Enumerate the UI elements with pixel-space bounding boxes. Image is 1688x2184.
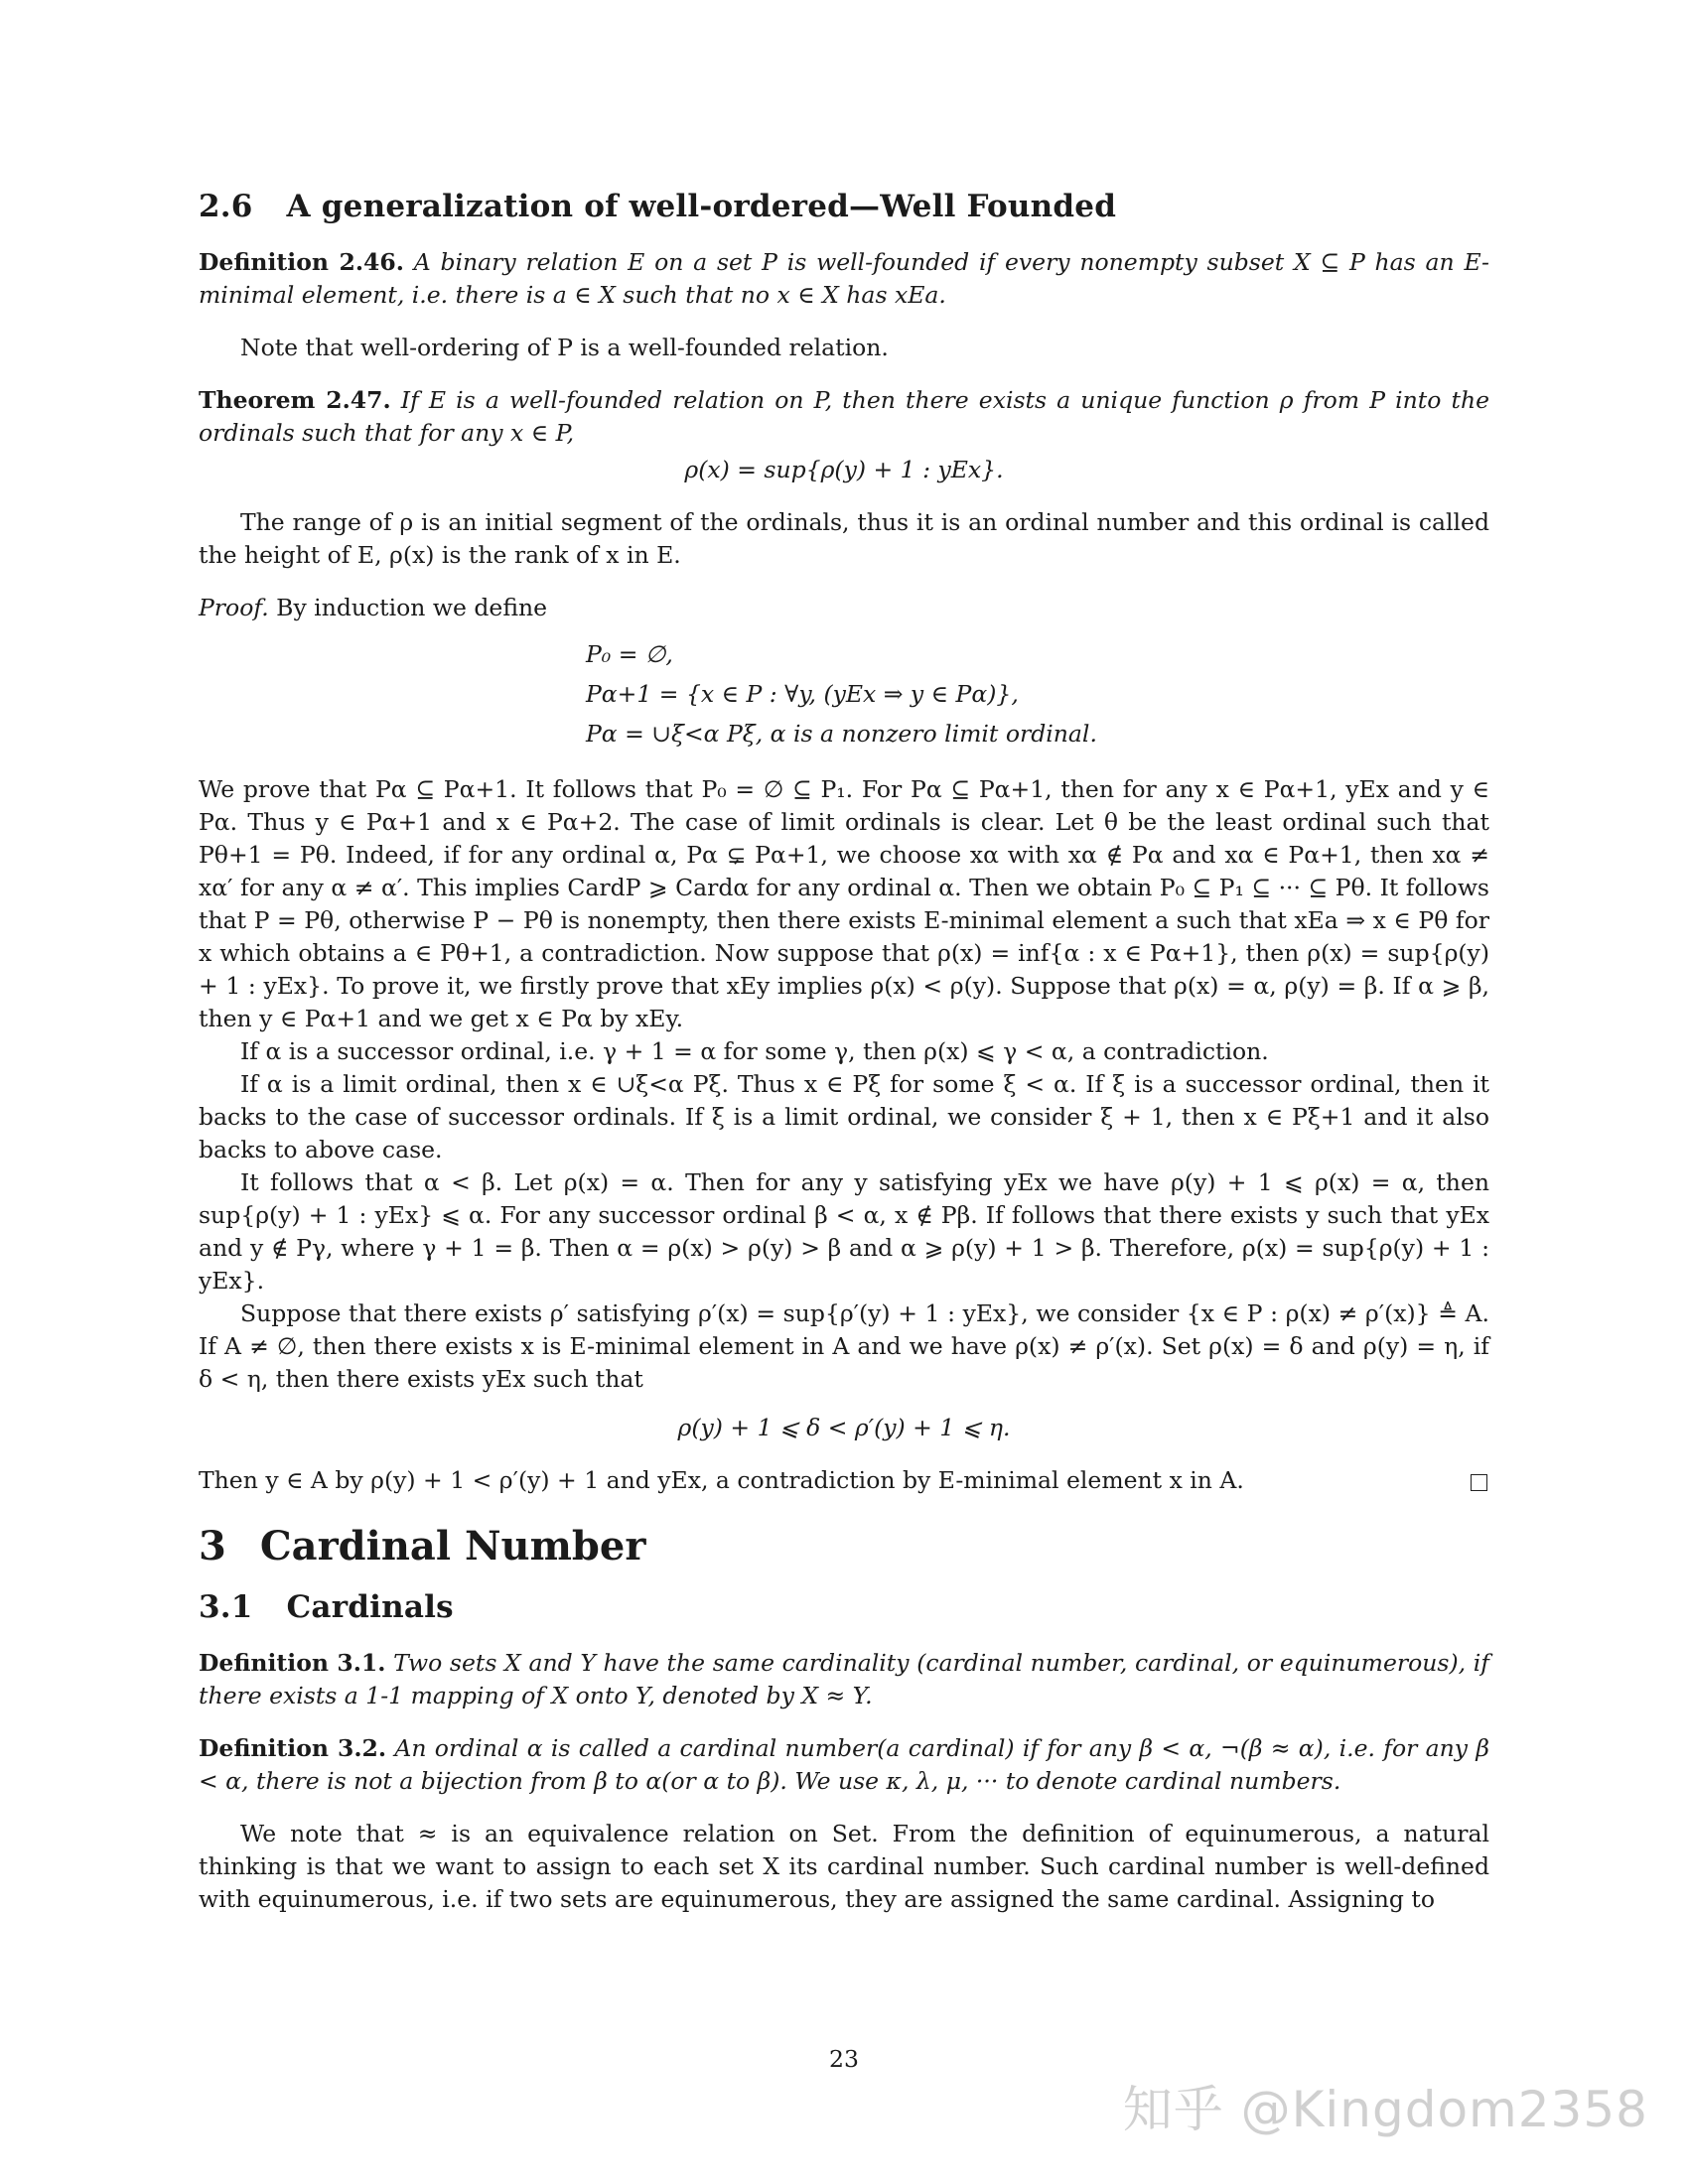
- section-title: A generalization of well-ordered—Well Founded: [286, 189, 1117, 224]
- section-number: 3: [199, 1523, 226, 1570]
- closing-paragraph: We note that ≈ is an equivalence relation on Set. From the definition of equinumerous, a natural thinking is that we want to assign to each set X its cardinal number. Such cardinal number is well-defined with equinumerous, i.e. if two sets are equinumerous, they are assigned the same cardinal. Assigning to: [199, 1820, 1489, 1913]
- qed-square-icon: [1471, 1474, 1487, 1491]
- watermark: 知乎 @Kingdom2358: [1122, 2081, 1648, 2138]
- page-number: 23: [829, 2045, 859, 2073]
- section-number: 3.1: [199, 1589, 253, 1625]
- induction-definitions: [586, 634, 1489, 753]
- proof-intro: [199, 592, 1489, 624]
- proof-paragraph-2: If α is a successor ordinal, i.e. γ + 1 = α for some γ, then ρ(x) ⩽ γ < α, a contradiction.: [240, 1037, 1269, 1065]
- inequality-formula: ρ(y) + 1 ⩽ δ < ρ′(y) + 1 ⩽ η.: [677, 1414, 1011, 1441]
- definition-line: Pα = ∪ξ<α Pξ, α is a nonzero limit ordinal.: [586, 720, 1097, 748]
- definition-text: Two sets X and Y have the same cardinality (cardinal number, cardinal, or equinumerous), if there exists a 1-1 mapping of X onto Y, denoted by X ≈ Y.: [199, 1649, 1489, 1709]
- definition-text: A binary relation E on a set P is well-founded if every nonempty subset X ⊆ P has an E-minimal element, i.e. there is a ∈ X such that no x ∈ X has xEa.: [199, 248, 1489, 309]
- theorem-text: If E is a well-founded relation on P, then there exists a unique function ρ from P into the ordinals such that for any x ∈ P,: [199, 386, 1489, 447]
- proof-label: Proof.: [199, 594, 269, 621]
- proof-paragraph-1: We prove that Pα ⊆ Pα+1. It follows that P₀ = ∅ ⊆ P₁. For Pα ⊆ Pα+1, then for any x ∈ Pα+1, yEx and y ∈ Pα. Thus y ∈ Pα+1 and x ∈ Pα+2. The case of limit ordinals is clear. Let θ be the least ordinal such that Pθ+1 = Pθ. Indeed, if for any ordinal α, Pα ⊊ Pα+1, we choose xα with xα ∉ Pα and xα ∈ Pα+1, then xα ≠ xα′ for any α ≠ α′. This implies CardP ⩾ Cardα for any ordinal α. Then we obtain P₀ ⊆ P₁ ⊆ ··· ⊆ Pθ. It follows that P = Pθ, otherwise P − Pθ is nonempty, then there exists E-minimal element a such that xEa ⇒ x ∈ Pθ for x which obtains a ∈ Pθ+1, a contradiction. Now suppose that ρ(x) = inf{α : x ∈ Pα+1}, then ρ(x) = sup{ρ(y) + 1 : yEx}. To prove it, we firstly prove that xEy implies ρ(x) < ρ(y). Suppose that ρ(x) = α, ρ(y) = β. If α ⩾ β, then y ∈ Pα+1 and we get x ∈ Pα by xEy.: [199, 775, 1489, 1032]
- section-3-1-heading: [199, 1589, 1489, 1625]
- definition-3-2: [199, 1732, 1489, 1798]
- definition-line: P₀ = ∅,: [586, 640, 673, 668]
- definition-label: Definition 2.46.: [199, 248, 404, 276]
- section-title: Cardinals: [286, 1589, 454, 1625]
- definition-3-1: [199, 1647, 1489, 1712]
- proof-conclusion-row: [199, 1464, 1489, 1497]
- definition-2-46: [199, 246, 1489, 312]
- definition-label: Definition 3.1.: [199, 1649, 386, 1677]
- proof-paragraph-6: Then y ∈ A by ρ(y) + 1 < ρ′(y) + 1 and yEx, a contradiction by E-minimal element x in A.: [199, 1466, 1244, 1494]
- theorem-label: Theorem 2.47.: [199, 386, 391, 414]
- proof-paragraph-4: It follows that α < β. Let ρ(x) = α. Then for any y satisfying yEx we have ρ(y) + 1 ⩽ ρ(x) = α, then sup{ρ(y) + 1 : yEx} ⩽ α. For any successor ordinal β < α, x ∉ Pβ. If follows that there exists y such that yEx and y ∉ Pγ, where γ + 1 = β. Then α = ρ(x) > ρ(y) > β and α ⩾ ρ(y) + 1 > β. Therefore, ρ(x) = sup{ρ(y) + 1 : yEx}.: [199, 1168, 1489, 1295]
- definition-label: Definition 3.2.: [199, 1734, 387, 1762]
- proof-paragraph-5: Suppose that there exists ρ′ satisfying ρ′(x) = sup{ρ′(y) + 1 : yEx}, we consider {x ∈ P : ρ(x) ≠ ρ′(x)} ≜ A. If A ≠ ∅, then there exists x is E-minimal element in A and we have ρ(x) ≠ ρ′(x). Set ρ(x) = δ and ρ(y) = η, if δ < η, then there exists yEx such that: [199, 1299, 1489, 1393]
- section-number: 2.6: [199, 189, 253, 224]
- proof-intro-text: By induction we define: [276, 594, 548, 621]
- section-title: Cardinal Number: [259, 1523, 646, 1570]
- definition-text: An ordinal α is called a cardinal number(a cardinal) if for any β < α, ¬(β ≈ α), i.e. for any β < α, there is not a bijection from β to α(or α to β). We use κ, λ, μ, ··· to denote cardinal numbers.: [199, 1734, 1489, 1795]
- definition-line: Pα+1 = {x ∈ P : ∀y, (yEx ⇒ y ∈ Pα)},: [586, 680, 1019, 708]
- theorem-2-47: [199, 384, 1489, 450]
- range-paragraph: The range of ρ is an initial segment of the ordinals, thus it is an ordinal number and this ordinal is called the height of E, ρ(x) is the rank of x in E.: [199, 508, 1489, 569]
- section-3-heading: [199, 1523, 1489, 1570]
- page-body: [199, 189, 1489, 1936]
- rank-formula: ρ(x) = sup{ρ(y) + 1 : yEx}.: [684, 456, 1004, 483]
- section-2-6-heading: [199, 189, 1489, 224]
- note-paragraph: Note that well-ordering of P is a well-founded relation.: [240, 334, 889, 361]
- proof-paragraph-3: If α is a limit ordinal, then x ∈ ∪ξ<α Pξ. Thus x ∈ Pξ for some ξ < α. If ξ is a successor ordinal, then it backs to the case of successor ordinals. If ξ is a limit ordinal, we consider ξ + 1, then x ∈ Pξ+1 and it also backs to above case.: [199, 1070, 1489, 1163]
